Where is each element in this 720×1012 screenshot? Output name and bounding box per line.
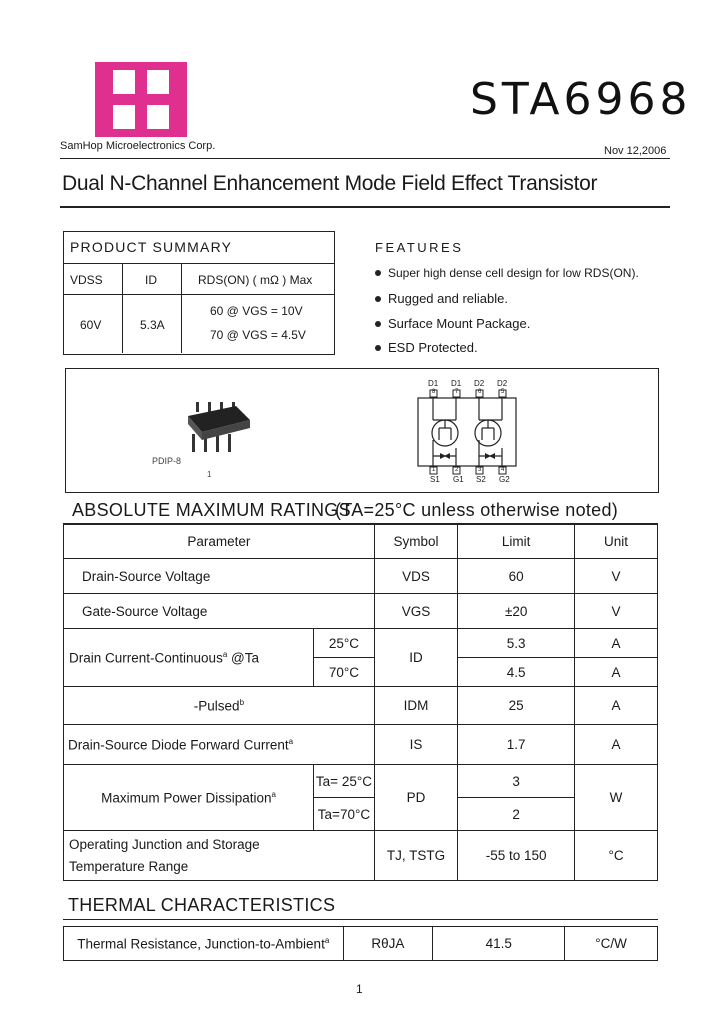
- feature-item: Rugged and reliable.: [375, 291, 508, 306]
- feature-item: ESD Protected.: [375, 340, 478, 355]
- pin-number: 1: [432, 467, 436, 473]
- param-thermal: Thermal Resistance, Junction-to-Ambient$^a$: [64, 927, 344, 961]
- pin-number: 5: [501, 389, 505, 395]
- symbol-id: ID: [374, 629, 457, 687]
- cond-pd-25c: Ta= 25°C: [314, 765, 375, 798]
- vdss-value: 60V: [80, 318, 102, 332]
- symbol-tj: TJ, TSTG: [374, 831, 457, 881]
- pin-label-d2: D2: [497, 379, 508, 388]
- table-row: [64, 725, 658, 765]
- header-divider: [60, 158, 670, 159]
- company-name: SamHop Microelectronics Corp.: [60, 140, 216, 152]
- param-tj: Operating Junction and Storage Temperature Range: [64, 831, 375, 881]
- cond-pd-70c: Ta=70°C: [314, 798, 375, 831]
- param-vgs: Gate-Source Voltage: [64, 594, 375, 629]
- unit-pd: W: [575, 765, 658, 831]
- bullet-icon: [375, 345, 381, 351]
- vdss-header: VDSS: [70, 273, 103, 287]
- divider: [181, 264, 182, 353]
- table-row: [64, 594, 658, 629]
- document-date: Nov 12,2006: [604, 145, 667, 157]
- param-is: Drain-Source Diode Forward Current$^a$: [64, 725, 375, 765]
- table-row: [64, 927, 658, 961]
- bullet-icon: [375, 296, 381, 302]
- limit-pd-70c: 2: [458, 798, 575, 831]
- feature-item: Super high dense cell design for low RDS(ON).: [375, 266, 639, 280]
- unit-id-70c: A: [575, 658, 658, 687]
- bullet-icon: [375, 321, 381, 327]
- limit-tj: -55 to 150: [458, 831, 575, 881]
- unit-tj: °C: [575, 831, 658, 881]
- table-row: [64, 831, 658, 881]
- pin-label-s1: S1: [430, 475, 440, 484]
- limit-idm: 25: [458, 687, 575, 725]
- limit-id-25c: 5.3: [458, 629, 575, 658]
- table-row: [64, 559, 658, 594]
- bullet-icon: [375, 270, 381, 276]
- pin-number: 2: [455, 467, 459, 473]
- unit-idm: A: [575, 687, 658, 725]
- rds-header: RDS(ON) ( mΩ ) Max: [198, 273, 313, 287]
- pin1-label: 1: [207, 470, 212, 479]
- abs-max-note: (TA=25°C unless otherwise noted): [335, 500, 619, 520]
- pin-label-g1: G1: [453, 475, 464, 484]
- pin-number: 7: [455, 389, 459, 395]
- pin-label-d2: D2: [474, 379, 485, 388]
- table-header-row: [64, 525, 658, 559]
- page-title: Dual N-Channel Enhancement Mode Field Effect Transistor: [62, 172, 598, 195]
- header-symbol: Symbol: [374, 525, 457, 559]
- section-divider: [63, 919, 658, 920]
- divider: [122, 264, 123, 353]
- thermal-title: THERMAL CHARACTERISTICS: [68, 895, 336, 915]
- package-label: PDIP-8: [152, 456, 182, 466]
- symbol-thermal: RθJA: [343, 927, 433, 961]
- unit-vds: V: [575, 559, 658, 594]
- pin-number: 6: [478, 389, 482, 395]
- pdip-package-icon: [180, 400, 260, 460]
- pin-label-g2: G2: [499, 475, 510, 484]
- pin-label-s2: S2: [476, 475, 486, 484]
- rds-value-10v: 60 @ VGS = 10V: [210, 304, 303, 318]
- pin-number: 4: [501, 467, 505, 473]
- package-diagram-box: [65, 368, 659, 493]
- unit-is: A: [575, 725, 658, 765]
- pin-label-d1: D1: [451, 379, 462, 388]
- header-unit: Unit: [575, 525, 658, 559]
- id-value: 5.3A: [140, 318, 165, 332]
- part-number: STA6968: [470, 74, 692, 125]
- abs-max-title: ABSOLUTE MAXIMUM RATINGS: [72, 500, 351, 520]
- thermal-table: [63, 926, 658, 961]
- id-header: ID: [145, 273, 157, 287]
- cond-id-70c: 70°C: [314, 658, 375, 687]
- limit-is: 1.7: [458, 725, 575, 765]
- company-logo: [95, 62, 187, 137]
- dual-nmos-schematic: [410, 378, 525, 486]
- pin-number: 8: [432, 389, 436, 395]
- symbol-is: IS: [374, 725, 457, 765]
- symbol-pd: PD: [374, 765, 457, 831]
- symbol-vds: VDS: [374, 559, 457, 594]
- abs-max-table: [63, 524, 658, 881]
- limit-pd-25c: 3: [458, 765, 575, 798]
- symbol-vgs: VGS: [374, 594, 457, 629]
- feature-item: Surface Mount Package.: [375, 316, 530, 331]
- limit-id-70c: 4.5: [458, 658, 575, 687]
- features-title: FEATURES: [375, 240, 464, 255]
- param-idm: -Pulsed$^b$: [64, 687, 375, 725]
- param-id: Drain Current-Continuous$^a$ @Ta: [64, 629, 314, 687]
- param-pd: Maximum Power Dissipation$^a$: [64, 765, 314, 831]
- param-vds: Drain-Source Voltage: [64, 559, 375, 594]
- divider: [63, 263, 334, 264]
- table-row: [64, 687, 658, 725]
- unit-id-25c: A: [575, 629, 658, 658]
- limit-vds: 60: [458, 559, 575, 594]
- table-row: [64, 629, 658, 658]
- rds-value-4p5v: 70 @ VGS = 4.5V: [210, 328, 306, 342]
- table-row: [64, 765, 658, 798]
- limit-thermal: 41.5: [433, 927, 565, 961]
- page-number: 1: [356, 982, 363, 996]
- cond-id-25c: 25°C: [314, 629, 375, 658]
- product-summary-title: PRODUCT SUMMARY: [70, 239, 233, 255]
- header-limit: Limit: [458, 525, 575, 559]
- symbol-idm: IDM: [374, 687, 457, 725]
- pin-label-d1: D1: [428, 379, 439, 388]
- title-divider: [60, 206, 670, 208]
- header-parameter: Parameter: [64, 525, 375, 559]
- limit-vgs: ±20: [458, 594, 575, 629]
- divider: [63, 294, 334, 295]
- unit-thermal: °C/W: [565, 927, 658, 961]
- unit-vgs: V: [575, 594, 658, 629]
- pin-number: 3: [478, 467, 482, 473]
